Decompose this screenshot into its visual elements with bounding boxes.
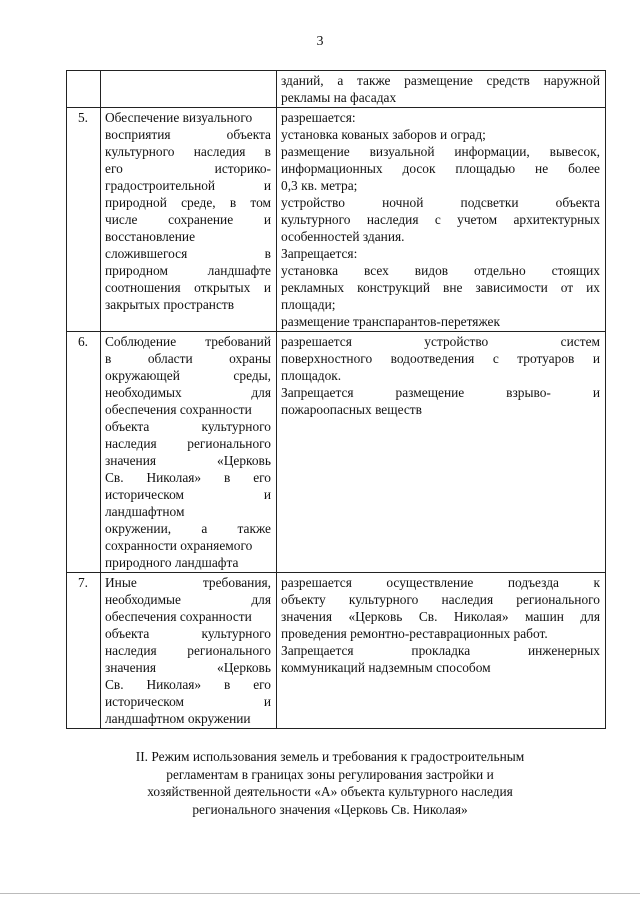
requirement-line: Иные требования,: [105, 575, 271, 590]
requirement-line: культурного наследия в: [105, 144, 271, 159]
section-heading: [100, 748, 560, 818]
row-number: 6.: [67, 332, 101, 573]
conditions-line: зданий, а также размещение средств наружной: [281, 73, 600, 88]
requirement-line: Обеспечение визуального: [105, 110, 253, 125]
conditions-line: Запрещается размещение взрыво- и: [281, 385, 600, 400]
conditions-line: Запрещается:: [281, 246, 358, 261]
conditions-line: коммуникаций надземным способом: [281, 660, 491, 675]
requirement-line: градостроительной и: [105, 178, 271, 193]
conditions-line: разрешается устройство систем: [281, 334, 600, 349]
conditions-line: культурного наследия с учетом архитектурных: [281, 212, 600, 227]
requirement-line: объекта культурного: [105, 419, 271, 434]
conditions-line: пожароопасных веществ: [281, 402, 422, 417]
requirement-line: Св. Николая» в его: [105, 470, 271, 485]
requirement-line: значения «Церковь: [105, 660, 271, 675]
requirement-line: ландшафтном: [105, 504, 185, 519]
requirement-line: природного ландшафта: [105, 555, 239, 570]
conditions-line: проведения ремонтно-реставрационных работ.: [281, 626, 548, 641]
table-row: [67, 108, 606, 332]
row-number: 7.: [67, 573, 101, 729]
requirement-line: природной среде, в том: [105, 195, 271, 210]
requirement-line: наследия регионального: [105, 436, 271, 451]
conditions-cell: [277, 332, 606, 573]
row-number: 5.: [67, 108, 101, 332]
requirement-cell: [101, 71, 277, 108]
requirement-line: сохранности охраняемого: [105, 538, 253, 553]
section-heading-line: II. Режим использования земель и требования к градостроительным: [135, 749, 525, 764]
section-heading-line: хозяйственной деятельности «А» объекта культурного наследия: [147, 784, 513, 799]
requirement-line: обеспечения сохранности: [105, 402, 252, 417]
row-number: [67, 71, 101, 108]
conditions-line: информационных досок площадью не более: [281, 161, 600, 176]
conditions-line: 0,3 кв. метра;: [281, 178, 358, 193]
requirement-line: числе сохранение и: [105, 212, 271, 227]
section-heading-line: регионального значения «Церковь Св. Николая»: [192, 801, 468, 817]
section-heading-line: регламентам в границах зоны регулирования застройки и: [166, 766, 494, 782]
requirement-line: обеспечения сохранности: [105, 609, 252, 624]
requirement-line: сложившегося в: [105, 246, 271, 261]
conditions-cell: [277, 71, 606, 108]
requirement-cell: [101, 573, 277, 729]
requirement-line: наследия регионального: [105, 643, 271, 658]
requirement-line: значения «Церковь: [105, 453, 271, 468]
requirement-line: природном ландшафте: [105, 263, 271, 278]
page-number: 3: [316, 34, 324, 49]
requirement-line: в области охраны: [105, 351, 271, 366]
conditions-line: разрешается:: [281, 110, 356, 125]
conditions-line: рекламы на фасадах: [281, 90, 397, 105]
conditions-line: устройство ночной подсветки объекта: [281, 195, 600, 210]
requirement-cell: [101, 108, 277, 332]
conditions-line: рекламных конструкций вне зависимости от их: [281, 280, 600, 295]
requirement-line: восстановление: [105, 229, 196, 244]
requirement-line: Св. Николая» в его: [105, 677, 271, 692]
requirements-table: [66, 70, 606, 729]
table-row: [67, 71, 606, 108]
table-row: [67, 332, 606, 573]
conditions-line: установка кованых заборов и оград;: [281, 127, 486, 142]
conditions-line: разрешается осуществление подъезда к: [281, 575, 600, 590]
conditions-line: площади;: [281, 297, 336, 312]
requirement-line: историческом и: [105, 487, 271, 502]
requirement-line: историческом и: [105, 694, 271, 709]
conditions-line: размещение транспарантов-перетяжек: [281, 314, 500, 329]
requirement-line: восприятия объекта: [105, 127, 271, 142]
requirement-line: соотношения открытых и: [105, 280, 271, 295]
requirement-cell: [101, 332, 277, 573]
requirement-line: его историко-: [105, 161, 271, 176]
requirement-line: окружении, а также: [105, 521, 271, 536]
conditions-line: значения «Церковь Св. Николая» машин для: [281, 609, 600, 624]
requirement-line: окружающей среды,: [105, 368, 271, 383]
requirements-table-body: [67, 71, 606, 729]
requirement-line: закрытых пространств: [105, 297, 235, 312]
requirement-line: необходимые для: [105, 592, 271, 607]
requirement-line: Соблюдение требований: [105, 334, 271, 349]
conditions-line: размещение визуальной информации, вывесок,: [281, 144, 600, 159]
conditions-line: установка всех видов отдельно стоящих: [281, 263, 600, 278]
requirement-line: объекта культурного: [105, 626, 271, 641]
conditions-line: площадок.: [281, 368, 342, 383]
conditions-cell: [277, 108, 606, 332]
conditions-line: особенностей здания.: [281, 229, 405, 244]
page-bottom-rule: [0, 893, 640, 894]
table-row: [67, 573, 606, 729]
conditions-cell: [277, 573, 606, 729]
conditions-line: поверхностного водоотведения с тротуаров и: [281, 351, 600, 366]
requirement-line: необходимых для: [105, 385, 271, 400]
conditions-line: объекту культурного наследия регионального: [281, 592, 600, 607]
conditions-line: Запрещается прокладка инженерных: [281, 643, 600, 658]
requirement-line: ландшафтном окружении: [105, 711, 251, 726]
